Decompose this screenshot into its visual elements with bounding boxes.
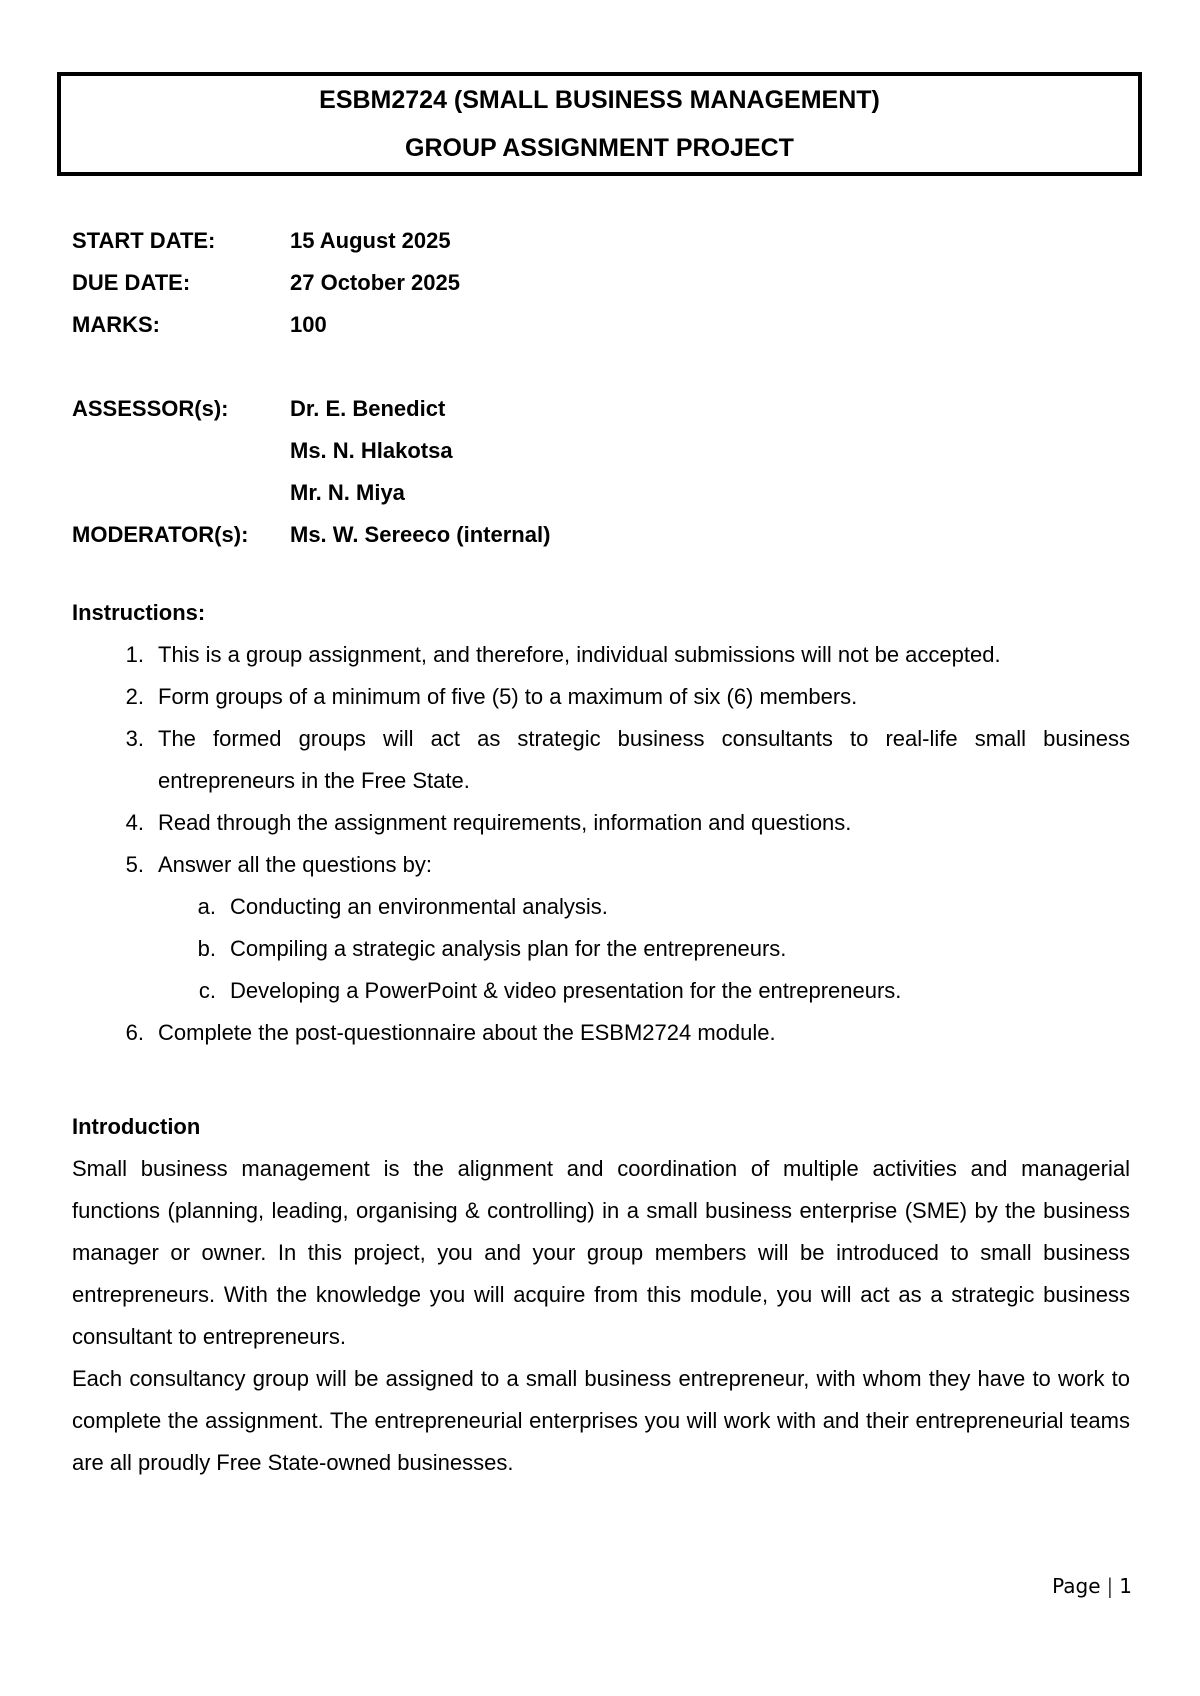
due-date-value: 27 October 2025 (290, 270, 460, 295)
due-date-label: DUE DATE: (72, 270, 191, 295)
start-date-value: 15 August 2025 (290, 228, 451, 253)
sub-list-item-text: Conducting an environmental analysis. (230, 894, 608, 919)
due-date-row (72, 262, 550, 304)
sub-list-item (144, 970, 1130, 1012)
list-item-number: 4. (125, 810, 144, 835)
list-item-text: This is a group assignment, and therefore, individual submissions will not be accepted. (158, 642, 1001, 667)
sub-list-item (144, 886, 1130, 928)
introduction-paragraph: Each consultancy group will be assigned to a small business entrepreneur, with whom they have to work to complete the assignment. The entrepreneurial enterprises you will work with and their entrepreneurial teams are all proudly Free State-owned businesses. (72, 1366, 1130, 1475)
list-item-text: Answer all the questions by: (158, 852, 432, 877)
start-date-row (72, 220, 550, 262)
page-number: 1 (1119, 1574, 1132, 1598)
assessor-name: Dr. E. Benedict (290, 396, 446, 421)
document-title-box (57, 72, 1142, 176)
sub-list-item-text: Developing a PowerPoint & video presentation for the entrepreneurs. (230, 978, 902, 1003)
sub-list-item (144, 928, 1130, 970)
list-item (72, 844, 1130, 886)
list-item (72, 634, 1130, 676)
list-item-text: Form groups of a minimum of five (5) to a maximum of six (6) members. (158, 684, 858, 709)
list-item (72, 718, 1130, 802)
sub-list-item-letter: b. (197, 936, 216, 961)
list-item-text: The formed groups will act as strategic business consultants to real-life small business entrepreneurs in the Free State. (158, 726, 1130, 793)
list-item-number: 5. (125, 852, 144, 877)
list-item-number: 6. (125, 1020, 144, 1045)
list-item (72, 1012, 1130, 1054)
list-item-number: 1. (125, 642, 144, 667)
moderator-row (72, 514, 550, 556)
assessor-label: ASSESSOR(s): (72, 396, 229, 421)
assessor-row (72, 388, 550, 430)
list-item-text: Read through the assignment requirements, information and questions. (158, 810, 852, 835)
instructions-list (72, 634, 1130, 1054)
course-title: ESBM2724 (SMALL BUSINESS MANAGEMENT) (319, 86, 880, 114)
marks-value: 100 (290, 312, 327, 337)
moderator-name: Ms. W. Sereeco (internal) (290, 522, 551, 547)
list-item (72, 802, 1130, 844)
list-item-number: 3. (125, 726, 144, 751)
list-item (72, 676, 1130, 718)
introduction-heading: Introduction (72, 1114, 201, 1139)
list-item-text: Complete the post-questionnaire about the ESBM2724 module. (158, 1020, 776, 1045)
sub-list-item-letter: c. (198, 978, 216, 1003)
list-item-number: 2. (125, 684, 144, 709)
assessor-name: Ms. N. Hlakotsa (290, 438, 453, 463)
introduction-paragraph: Small business management is the alignment and coordination of multiple activities and managerial functions (planning, leading, organising & controlling) in a small business enterprise (SME) by the business manager or owner. In this project, you and your group members will be introduced to small business entrepreneurs. With the knowledge you will acquire from this module, you will act as a strategic business consultant to entrepreneurs. (72, 1156, 1130, 1349)
instructions-heading: Instructions: (72, 600, 206, 625)
page-separator: | (1106, 1574, 1114, 1598)
marks-row (72, 304, 550, 346)
page-footer (1052, 1574, 1132, 1598)
start-date-label: START DATE: (72, 228, 216, 253)
assignment-details (72, 220, 550, 556)
assessor-row (72, 472, 550, 514)
sub-list-item-text: Compiling a strategic analysis plan for the entrepreneurs. (230, 936, 787, 961)
assessor-row (72, 430, 550, 472)
assessor-name: Mr. N. Miya (290, 480, 405, 505)
assignment-title: GROUP ASSIGNMENT PROJECT (405, 134, 794, 162)
moderator-label: MODERATOR(s): (72, 522, 249, 547)
sub-list-item-letter: a. (197, 894, 216, 919)
marks-label: MARKS: (72, 312, 160, 337)
page-label: Page (1052, 1574, 1101, 1598)
